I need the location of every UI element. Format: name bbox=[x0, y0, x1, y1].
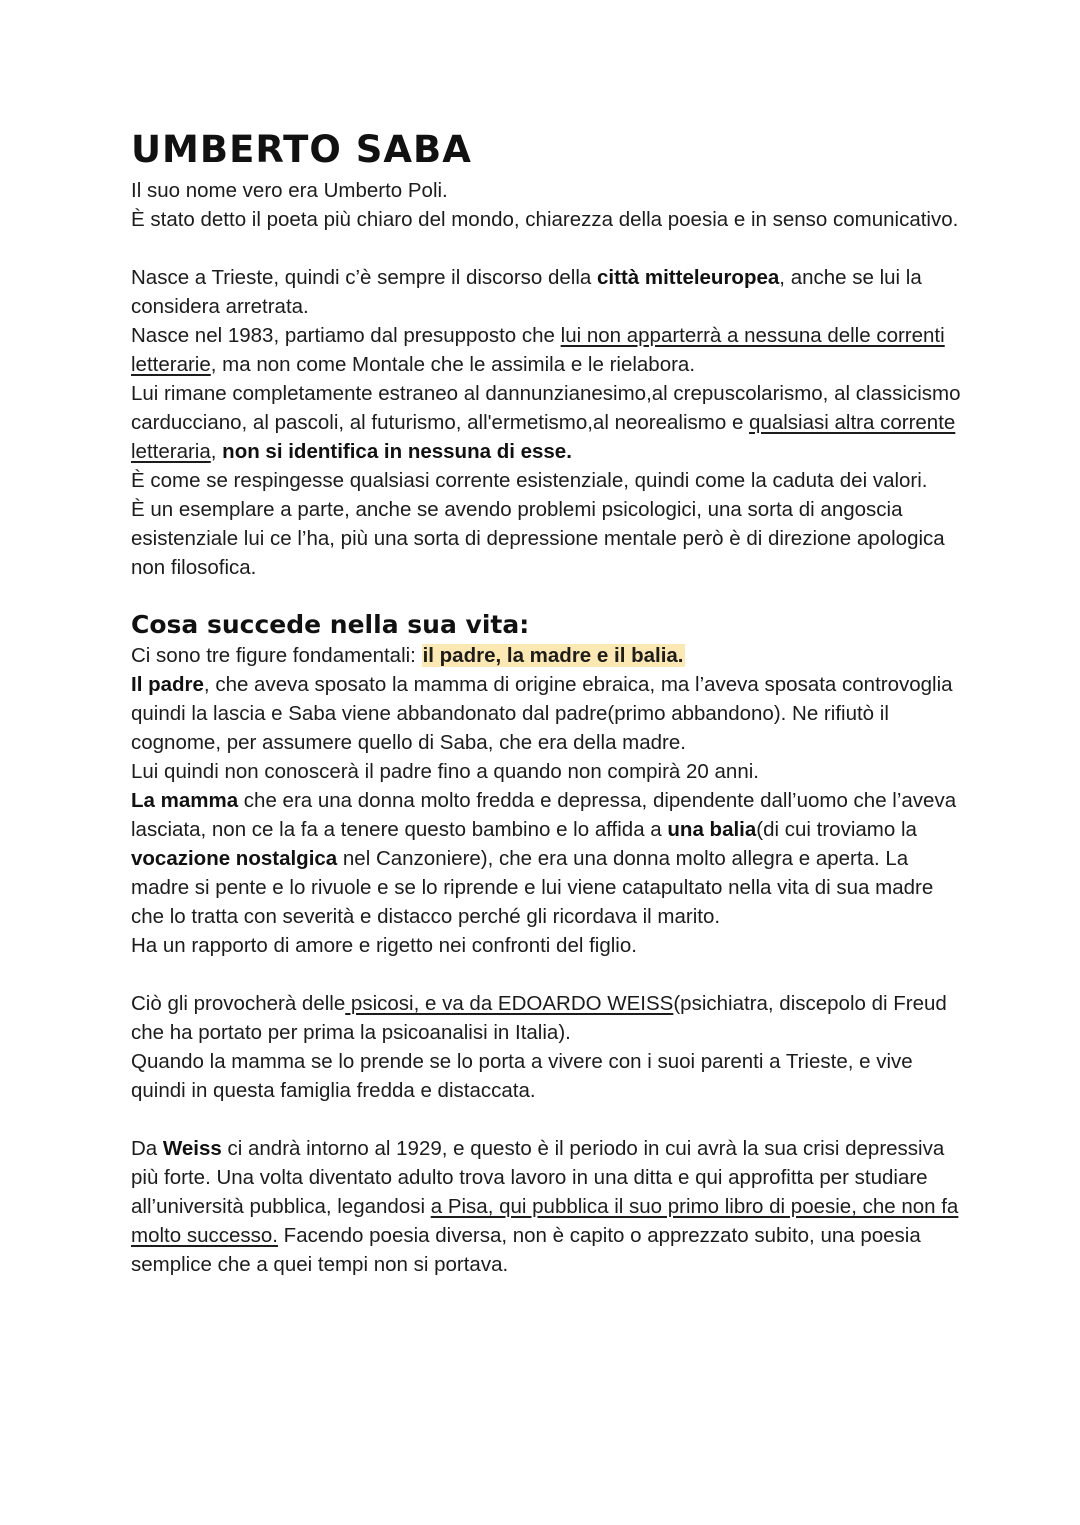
highlighted-text: il padre, la madre e il balia. bbox=[422, 644, 684, 668]
document-body bbox=[131, 128, 961, 1279]
page-title: UMBERTO SABA bbox=[131, 128, 472, 171]
section-heading: Cosa succede nella sua vita: bbox=[131, 610, 530, 640]
paragraph-venti-anni: Lui quindi non conoscerà il padre fino a quando non compirà 20 anni. bbox=[131, 760, 759, 784]
paragraph-figure: Ci sono tre figure fondamentali: il padre, la madre e il balia. bbox=[131, 644, 684, 668]
paragraph-psicosi: Ciò gli provocherà delle psicosi, e va da EDOARDO WEISS(psichiatra, discepolo di Freud che ha portato per prima la psicoanalisi in Italia). bbox=[131, 992, 947, 1045]
intro-line-1: Il suo nome vero era Umberto Poli. bbox=[131, 179, 448, 203]
paragraph-rapporto: Ha un rapporto di amore e rigetto nei confronti del figlio. bbox=[131, 934, 637, 958]
intro-line-2: È stato detto il poeta più chiaro del mondo, chiarezza della poesia e in senso comunicativo. bbox=[131, 208, 959, 232]
paragraph-weiss: Da Weiss ci andrà intorno al 1929, e questo è il periodo in cui avrà la sua crisi depressiva più forte. Una volta diventato adulto trova lavoro in una ditta e qui approfitta per studiare all’università pubblica, legandosi a Pisa, qui pubblica il suo primo libro di poesie, che non fa molto successo. Facendo poesia diversa, non è capito o apprezzato subito, una poesia semplice che a quei tempi non si portava. bbox=[131, 1137, 959, 1277]
spacer bbox=[131, 1105, 961, 1134]
paragraph-parenti: Quando la mamma se lo prende se lo porta a vivere con i suoi parenti a Trieste, e vive quindi in questa famiglia fredda e distaccata. bbox=[131, 1050, 913, 1103]
paragraph-correnti: Nasce nel 1983, partiamo dal presupposto che lui non apparterrà a nessuna delle correnti letterarie, ma non come Montale che le assimila e le rielabora. bbox=[131, 324, 945, 377]
paragraph-esemplare: È un esemplare a parte, anche se avendo problemi psicologici, una sorta di angoscia esistenziale lui ce l’ha, più una sorta di depressione mentale però è di direzione apologica non filosofica. bbox=[131, 498, 945, 580]
spacer bbox=[131, 582, 961, 608]
paragraph-respinge: È come se respingesse qualsiasi corrente esistenziale, quindi come la caduta dei valori. bbox=[131, 469, 928, 493]
spacer bbox=[131, 960, 961, 989]
paragraph-trieste: Nasce a Trieste, quindi c’è sempre il discorso della città mitteleuropea, anche se lui la considera arretrata. bbox=[131, 266, 922, 319]
spacer bbox=[131, 234, 961, 263]
paragraph-estraneo: Lui rimane completamente estraneo al dannunzianesimo,al crepuscolarismo, al classicismo carducciano, al pascoli, al futurismo, all'ermetismo,al neorealismo e qualsiasi altra corrente letteraria, non si identifica in nessuna di esse. bbox=[131, 382, 961, 464]
paragraph-padre: Il padre, che aveva sposato la mamma di origine ebraica, ma l’aveva sposata controvoglia quindi la lascia e Saba viene abbandonato dal padre(primo abbandono). Ne rifiutò il cognome, per assumere quello di Saba, che era della madre. bbox=[131, 673, 953, 755]
paragraph-mamma: La mamma che era una donna molto fredda e depressa, dipendente dall’uomo che l’aveva lasciata, non ce la fa a tenere questo bambino e lo affida a una balia(di cui troviamo la vocazione nostalgica nel Canzoniere), che era una donna molto allegra e aperta. La madre si pente e lo rivuole e se lo riprende e lui viene catapultato nella vita di sua madre che lo tratta con severità e distacco perché gli ricordava il marito. bbox=[131, 789, 957, 929]
